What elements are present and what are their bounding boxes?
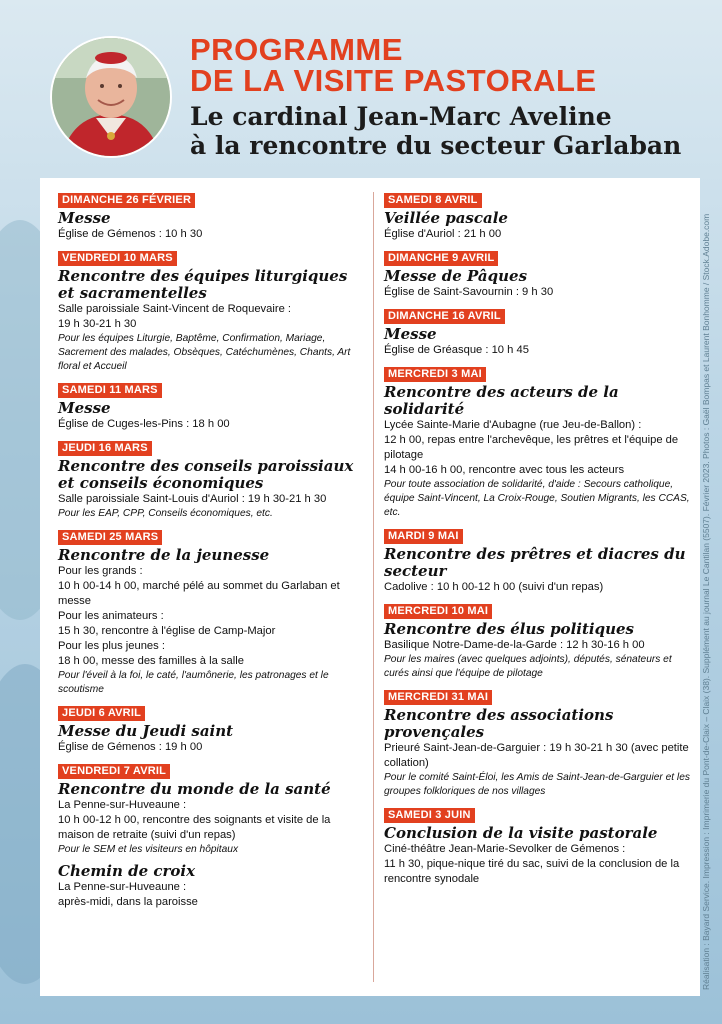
event-detail: après-midi, dans la paroisse [58,896,198,908]
event-detail: Salle paroissiale Saint-Louis d'Auriol : 19 h 30-21 h 30 [58,493,327,505]
event-title: Messe du Jeudi saint [58,722,234,740]
event-item [58,863,368,910]
event-item [384,687,694,799]
credits-text: Réalisation : Bayard Service. Impression : Imprimerie du Pont-de-Claix – Claix (38). Supplément au journal Le Cantilan (5507). Février 2023. Photos : Gaël Bompas et Laurent Bonhomme / Stock.Adobe.com [701,213,711,990]
event-detail: 15 h 30, rencontre à l'église de Camp-Major [58,625,276,637]
event-detail: Église de Gémenos : 10 h 30 [58,228,203,240]
event-detail: Église de Gréasque : 10 h 45 [384,344,529,356]
subtitle-line-2: à la rencontre du secteur Garlaban [190,131,682,160]
event-detail: 14 h 00-16 h 00, rencontre avec tous les acteurs [384,464,625,476]
event-title: Rencontre des acteurs de la solidarité [384,383,619,418]
event-detail: 11 h 30, pique-nique tiré du sac, suivi de la conclusion de la rencontre synodale [384,858,680,885]
event-detail: Pour les animateurs : [58,610,164,622]
event-date-badge: MERCREDI 3 MAI [384,367,486,382]
event-detail: 18 h 00, messe des familles à la salle [58,655,244,667]
event-title: Conclusion de la visite pastorale [384,824,658,842]
event-detail: Pour les grands : [58,565,143,577]
event-detail: Église de Cuges-les-Pins : 18 h 00 [58,418,230,430]
event-title: Rencontre du monde de la santé [58,780,331,798]
event-detail: La Penne-sur-Huveaune : [58,799,187,811]
event-date-badge: DIMANCHE 9 AVRIL [384,251,498,266]
event-title: Rencontre des associations provençales [384,706,614,741]
right-column [384,190,694,893]
event-item [384,805,694,887]
event-title: Rencontre des prêtres et diacres du secteur [384,545,686,580]
event-title: Rencontre des équipes liturgiques et sacramentelles [58,267,348,302]
event-detail: 10 h 00-12 h 00, rencontre des soignants et visite de la maison de retraite (suivi d'un repas) [58,814,331,841]
event-detail: Ciné-théâtre Jean-Marie-Sevolker de Gémenos : [384,843,626,855]
event-detail: 19 h 30-21 h 30 [58,318,137,330]
page-header [190,34,710,160]
event-detail: Pour les plus jeunes : [58,640,165,652]
event-date-badge: MERCREDI 10 MAI [384,604,492,619]
event-date-badge: DIMANCHE 26 FÉVRIER [58,193,195,208]
title-line-1: PROGRAMME [190,32,403,67]
event-item [58,761,368,857]
event-note: Pour les maires (avec quelques adjoints), députés, sénateurs et curés ainsi que l'équipe de pilotage [384,654,672,679]
event-date-badge: VENDREDI 10 MARS [58,251,177,266]
event-detail: Prieuré Saint-Jean-de-Garguier : 19 h 30-21 h 30 (avec petite collation) [384,742,689,769]
event-date-badge: SAMEDI 3 JUIN [384,808,475,823]
event-title: Rencontre de la jeunesse [58,546,270,564]
event-item [58,703,368,755]
event-note: Pour les équipes Liturgie, Baptême, Confirmation, Mariage, Sacrement des malades, Obsèques, Catéchumènes, Chants, Art floral et Accueil [58,333,351,372]
event-title: Messe de Pâques [384,267,528,285]
event-date-badge: JEUDI 16 MARS [58,441,152,456]
event-detail: Église d'Auriol : 21 h 00 [384,228,502,240]
event-item [58,527,368,697]
event-title: Chemin de croix [58,862,196,880]
event-date-badge: MARDI 9 MAI [384,529,463,544]
event-detail: Salle paroissiale Saint-Vincent de Roquevaire : [58,303,292,315]
event-note: Pour le comité Saint-Éloi, les Amis de Saint-Jean-de-Garguier et les groupes folkloriques de nos villages [384,772,690,797]
event-item [384,601,694,681]
event-date-badge: SAMEDI 25 MARS [58,530,162,545]
event-date-badge: VENDREDI 7 AVRIL [58,764,170,779]
event-item [58,380,368,432]
event-title: Messe [58,399,111,417]
event-item [58,248,368,374]
subtitle-line-1: Le cardinal Jean-Marc Aveline [190,102,612,131]
event-detail: 10 h 00-14 h 00, marché pélé au sommet du Garlaban et messe [58,580,340,607]
event-detail: La Penne-sur-Huveaune : [58,881,187,893]
event-title: Veillée pascale [384,209,508,227]
event-detail: Cadolive : 10 h 00-12 h 00 (suivi d'un repas) [384,581,604,593]
event-detail: Église de Gémenos : 19 h 00 [58,741,203,753]
event-detail: Lycée Sainte-Marie d'Aubagne (rue Jeu-de-Ballon) : [384,419,642,431]
event-detail: Église de Saint-Savournin : 9 h 30 [384,286,554,298]
event-item [384,306,694,358]
left-column [58,190,368,916]
title-line-2: DE LA VISITE PASTORALE [190,63,597,98]
event-note: Pour les EAP, CPP, Conseils économiques, etc. [58,508,273,519]
column-divider [373,192,374,982]
event-item [58,438,368,521]
event-note: Pour le SEM et les visiteurs en hôpitaux [58,844,239,855]
event-date-badge: SAMEDI 8 AVRIL [384,193,482,208]
event-note: Pour l'éveil à la foi, le caté, l'aumônerie, les patronages et le scoutisme [58,670,329,695]
event-title: Messe [384,325,437,343]
event-title: Rencontre des élus politiques [384,620,634,638]
programme-panel [40,178,700,996]
event-item [384,364,694,520]
event-title: Messe [58,209,111,227]
event-item [384,248,694,300]
event-date-badge: JEUDI 6 AVRIL [58,706,145,721]
event-note: Pour toute association de solidarité, d'aide : Secours catholique, équipe Saint-Vincent, La Croix-Rouge, Soutien Migrants, les CCAS, etc. [384,479,690,518]
event-title: Rencontre des conseils paroissiaux et conseils économiques [58,457,354,492]
event-date-badge: DIMANCHE 16 AVRIL [384,309,505,324]
event-item [384,190,694,242]
event-date-badge: SAMEDI 11 MARS [58,383,162,398]
cardinal-portrait [50,36,172,158]
event-detail: 12 h 00, repas entre l'archevêque, les prêtres et l'équipe de pilotage [384,434,679,461]
event-item [384,526,694,595]
event-detail: Basilique Notre-Dame-de-la-Garde : 12 h 30-16 h 00 [384,639,645,651]
event-item [58,190,368,242]
event-date-badge: MERCREDI 31 MAI [384,690,492,705]
